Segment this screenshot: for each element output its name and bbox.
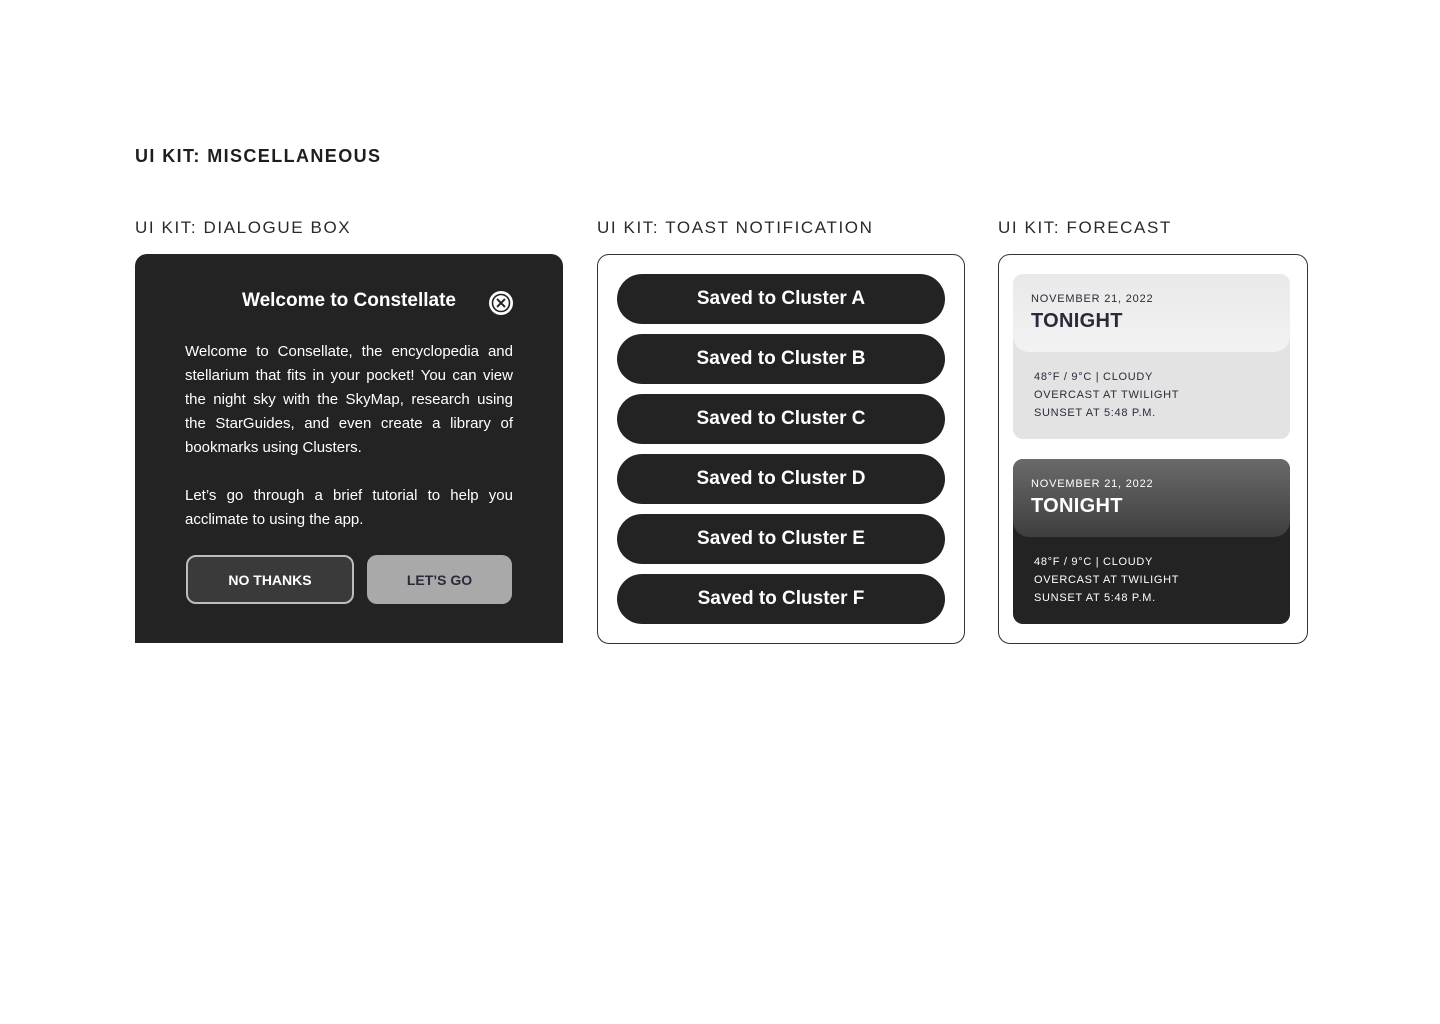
toast-cluster-e[interactable]: Saved to Cluster E <box>617 514 945 564</box>
toast-cluster-c[interactable]: Saved to Cluster C <box>617 394 945 444</box>
forecast-title: TONIGHT <box>1031 495 1123 517</box>
page-title: UI KIT: MISCELLANEOUS <box>135 146 382 166</box>
close-icon <box>489 291 513 315</box>
dialog-title: Welcome to Constellate <box>242 290 456 311</box>
toast-cluster-f[interactable]: Saved to Cluster F <box>617 574 945 624</box>
forecast-card-light[interactable] <box>1013 274 1290 439</box>
forecast-condition: OVERCAST AT TWILIGHT <box>1034 574 1180 586</box>
forecast-temperature: 48°F / 9°C | CLOUDY <box>1034 556 1154 568</box>
forecast-panel <box>998 254 1308 644</box>
forecast-date: NOVEMBER 21, 2022 <box>1031 478 1154 490</box>
dialog-paragraph-tutorial: Let’s go through a brief tutorial to help you acclimate to using the app. <box>185 487 513 528</box>
toast-cluster-b[interactable]: Saved to Cluster B <box>617 334 945 384</box>
forecast-sunset: SUNSET AT 5:48 P.M. <box>1034 592 1156 604</box>
dialog-section-label: UI KIT: DIALOGUE BOX <box>135 218 352 237</box>
forecast-card-header <box>1013 274 1290 352</box>
forecast-section-label: UI KIT: FORECAST <box>998 218 1172 237</box>
toast-panel <box>597 254 965 644</box>
forecast-date: NOVEMBER 21, 2022 <box>1031 293 1154 305</box>
dialog-box <box>135 254 563 643</box>
forecast-temperature: 48°F / 9°C | CLOUDY <box>1034 371 1154 383</box>
forecast-details <box>1034 553 1179 607</box>
lets-go-button[interactable]: LET’S GO <box>367 555 512 604</box>
toast-cluster-d[interactable]: Saved to Cluster D <box>617 454 945 504</box>
forecast-title: TONIGHT <box>1031 310 1123 332</box>
dialog-body <box>185 340 513 556</box>
no-thanks-button[interactable]: NO THANKS <box>186 555 354 604</box>
forecast-details <box>1034 368 1179 422</box>
toast-cluster-a[interactable]: Saved to Cluster A <box>617 274 945 324</box>
forecast-sunset: SUNSET AT 5:48 P.M. <box>1034 407 1156 419</box>
close-button[interactable] <box>489 291 513 315</box>
forecast-card-header <box>1013 459 1290 537</box>
forecast-card-dark[interactable] <box>1013 459 1290 624</box>
forecast-condition: OVERCAST AT TWILIGHT <box>1034 389 1180 401</box>
toast-section-label: UI KIT: TOAST NOTIFICATION <box>597 218 874 237</box>
dialog-paragraph-intro: Welcome to Consellate, the encyclopedia and stellarium that fits in your pocket! You can view the night sky with the SkyMap, research using the StarGuides, and even create a library of bookmarks using Clusters. <box>185 343 513 456</box>
